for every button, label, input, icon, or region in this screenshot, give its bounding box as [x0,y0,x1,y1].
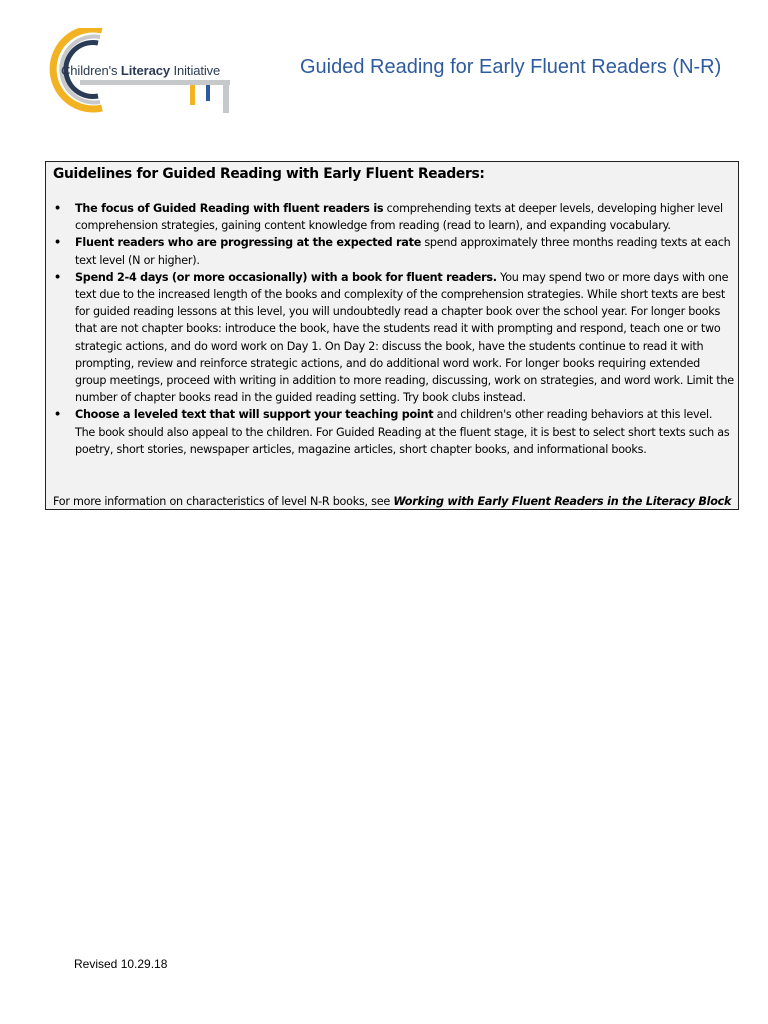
page-title: Guided Reading for Early Fluent Readers (N-R) [300,56,722,78]
list-item [54,200,734,234]
item-lead: The focus of Guided Reading with fluent readers is [75,202,384,215]
list-item [54,406,734,458]
bullet-icon: • [54,270,61,284]
list-item [54,269,734,407]
item-lead: Spend 2-4 days (or more occasionally) with a book for fluent readers. [75,270,497,284]
item-lead: Choose a leveled text that will support your teaching point [75,408,434,422]
bullet-icon: • [54,202,61,215]
cli-logo [40,28,240,116]
item-text: You may spend two or more days with one text due to the increased length of the books and complexity of the comprehension strategies. While short texts are best for guided reading lessons at this level, you will undoubtedly read a chapter book over the school year. For longer books that are not chapter books: introduce the book, have the students read it with prompting and respond, teach one or two strategic actions, and do word work on Day 1. On Day 2: discuss the book, have the students continue to read it with prompting, review and reinforce strategic actions, and do additional word work. For longer books requiring extended group meetings, proceed with writing in addition to more reading, discussing, work on strategies, and word work. Limit the number of chapter books read in the guided reading setting. Try book clubs instead. [75,270,734,405]
guidelines-heading: Guidelines for Guided Reading with Early Fluent Readers: [53,166,485,182]
list-item [54,234,734,268]
more-info-reference: Working with Early Fluent Readers in the Literacy Block [393,495,732,508]
item-lead: Fluent readers who are progressing at the expected rate [75,236,422,250]
logo-wordmark: Children's Literacy Initiative [61,63,221,78]
item-text: and children's other reading behaviors at this level. The book should also appeal to the children. For Guided Reading at the fluent stage, it is best to select short texts such as poetry, short stories, newspaper articles, magazine articles, short chapter books, and informational books. [75,408,730,456]
bullet-icon: • [54,236,61,250]
more-info-note: For more information on characteristics of level N-R books, see Working with Early Fluent Readers in the Literacy Block [53,495,732,508]
guidelines-box [45,161,739,510]
revision-date: Revised 10.29.18 [74,957,168,971]
guidelines-list [54,200,734,458]
item-text: spend approximately three months reading texts at each text level (N or higher). [75,236,731,267]
bullet-icon: • [54,408,61,422]
item-text: comprehending texts at deeper levels, developing higher level comprehension strategies, gaining content knowledge from reading (read to learn), and expanding vocabulary. [75,202,723,233]
